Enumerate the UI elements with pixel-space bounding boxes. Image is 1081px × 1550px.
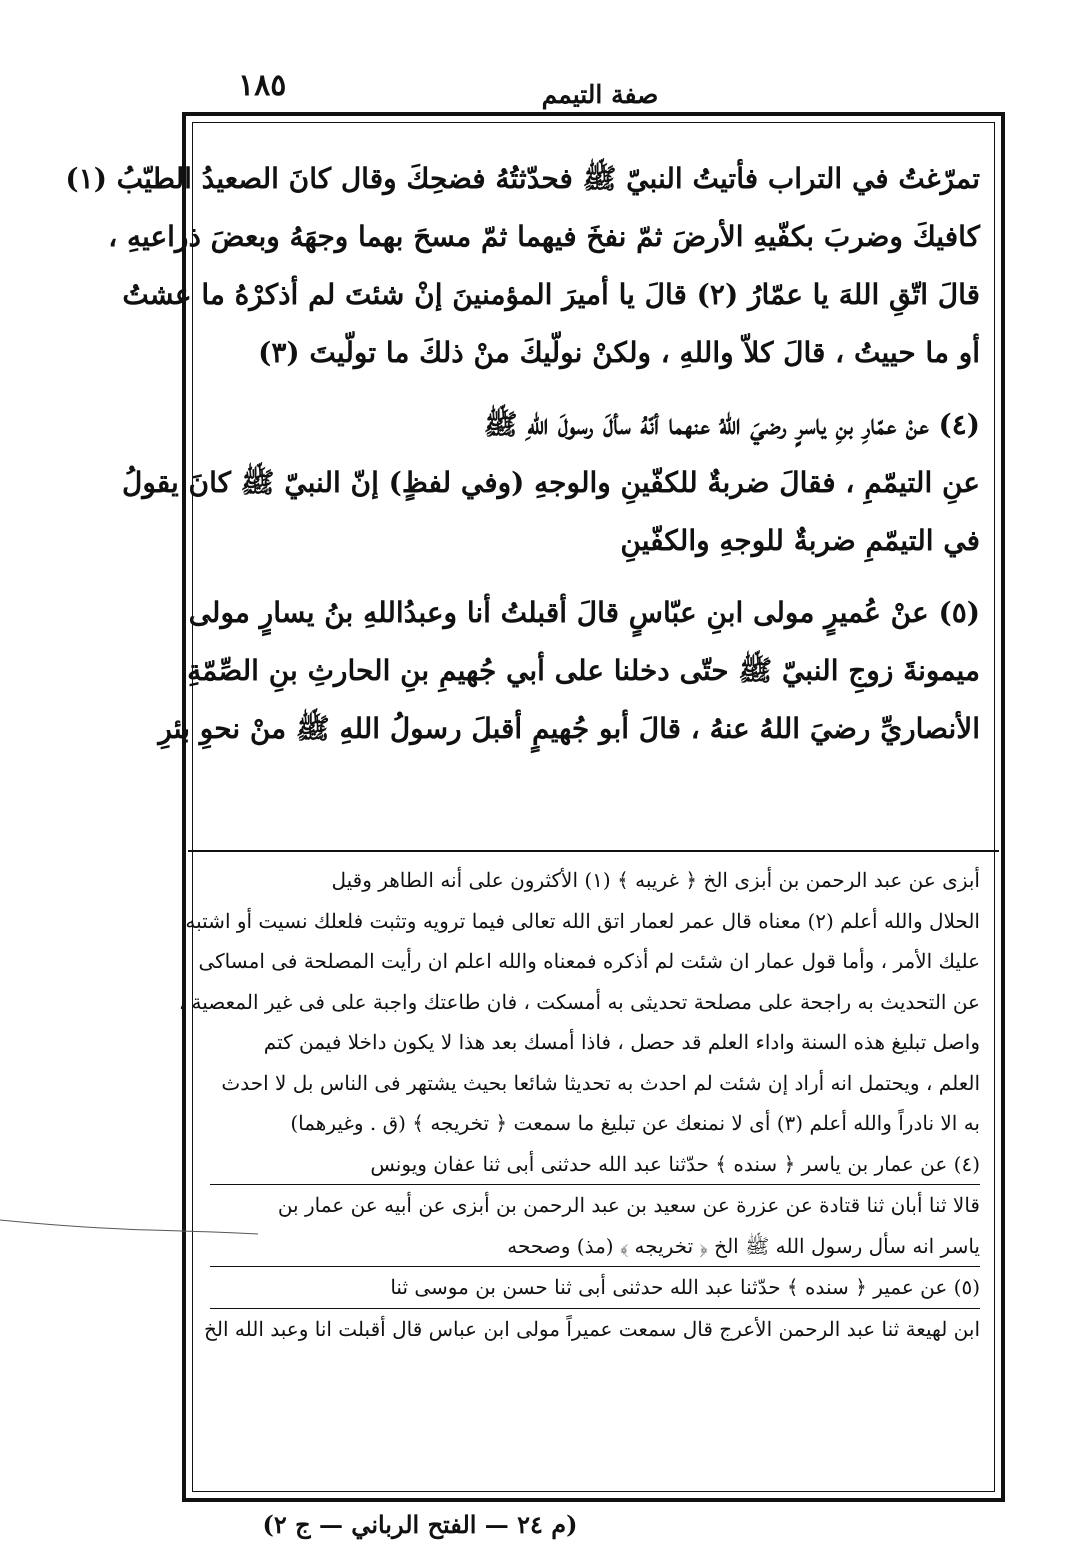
pencil-mark [0,1218,260,1238]
main-text [65,150,980,850]
note-line: ابن لهيعة ثنا عبد الرحمن الأعرج قال سمعت عميراً مولى ابن عباس قال أقبلت انا وعبد الله الخ [210,1308,980,1350]
running-title: صفة التيمم [541,80,659,109]
footnote-divider [188,850,999,852]
main-line: الأنصاريِّ رضيَ اللهُ عنهُ ، قالَ أبو جُهيمٍ أقبلَ رسولُ اللهِ ﷺ منْ نحوِ بئرِ [158,712,980,745]
main-line: كافيكَ وضربَ بكفّيهِ الأرضَ ثمّ نفخَ فيهما ثمّ مسحَ بهما وجهَهُ وبعضَ ذراعيهِ ، [108,220,980,253]
note-line: واصل تبليغ هذه السنة واداء العلم قد حصل ، فاذا أمسك بعد هذا لا يكون داخلا فيمن كتم [263,1030,980,1054]
footnotes [178,860,980,1490]
note-line: (٤) عن عمار بن ياسر ﴿ سنده ﴾ حدّثنا عبد الله حدثنى أبى ثنا عفان ويونس [370,1151,980,1176]
note-line: (٥) عن عمير ﴿ سنده ﴾ حدّثنا عبد الله حدثنى أبى ثنا حسن بن موسى ثنا [210,1266,980,1308]
main-line: ميمونةَ زوجِ النبيّ ﷺ حتّى دخلنا على أبي جُهيمِ بنِ الحارثِ بنِ الصِّمّةِ [187,654,980,687]
page-number: ١٨٥ [238,68,287,103]
main-line: أو ما حييتُ ، قالَ كلاّ واللهِ ، ولكنْ نولّيكَ منْ ذلكَ ما تولّيتَ (٣) [258,336,980,369]
note-line: قالا ثنا أبان ثنا قتادة عن عزرة عن سعيد بن عبد الرحمن بن أبزى عن أبيه عن عمار بن [210,1184,980,1226]
main-line: عنِ التيمّمِ ، فقالَ ضربةٌ للكفّينِ والوجهِ (وفي لفظٍ) إنّ النبيّ ﷺ كانَ يقولُ [122,466,980,499]
signature-line: (م ٢٤ — الفتح الرباني — ج ٢) [262,1510,578,1539]
note-line: العلم ، ويحتمل انه أراد إن شئت لم احدث به تحديثا شائعا بحيث يشتهر فى الناس بل لا احدث [221,1070,980,1095]
main-line: (٥) عنْ عُميرٍ مولى ابنِ عبّاسٍ قالَ أقبلتُ أنا وعبدُاللهِ بنُ يسارٍ مولى [188,596,980,629]
note-line: ياسر انه سأل رسول الله ﷺ الخ ﴿ تخريجه ﴾ (مذ) وصححه [507,1233,980,1258]
main-line: في التيمّمِ ضربةٌ للوجهِ والكفّينِ [620,524,980,557]
note-line: عليك الأمر ، وأما قول عمار ان شئت لم أذكره فمعناه والله اعلم ان رأيت المصلحة فى امساكى [198,949,980,973]
note-line: به الا نادراً والله أعلم (٣) أى لا نمنعك عن تبليغ ما سمعت ﴿ تخريجه ﴾ (ق . وغيرهما) [290,1111,980,1135]
note-line: أبزى عن عبد الرحمن بن أبزى الخ ﴿ غريبه ﴾ (١) الأكثرون على أنه الطاهر وقيل [331,868,980,892]
main-line: تمرّغتُ في التراب فأتيتُ النبيّ ﷺ فحدّثتُهُ فضحِكَ وقال كانَ الصعيدُ الطيّبُ (١) [65,162,980,195]
main-line: قالَ اتّقِ اللهَ يا عمّارُ (٢) قالَ يا أميرَ المؤمنينَ إنْ شئتَ لم أذكرْهُ ما عشتُ [122,278,980,311]
note-line: الحلال والله أعلم (٢) معناه قال عمر لعمار اتق الله تعالى فيما ترويه وتثبت فلعلك نسيت أو اشتبه [185,908,980,933]
note-line: عن التحديث به راجحة على مصلحة تحديثى به أمسكت ، فان طاعتك واجبة على فى غير المعصية ، [178,989,980,1014]
main-line: (٤) عنْ عمّارِ بنِ ياسرٍ رضيَ اللهُ عنهما أنّهُ سألَ رسولَ اللهِ ﷺ [483,408,980,441]
